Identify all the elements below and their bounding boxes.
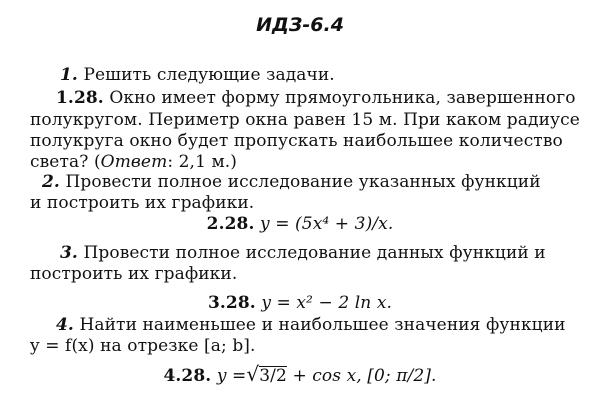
task2-number: 2. <box>42 172 60 192</box>
task2-line-2: и построить их графики. <box>30 193 255 213</box>
task3-formula: y = x² − 2 ln x. <box>261 293 393 313</box>
task1-text-1: Окно имеет форму прямоугольника, завершенного <box>109 88 576 108</box>
task4-formula-suffix: + cos x, [0; π/2]. <box>292 366 437 386</box>
problem-2-28-number: 2.28. <box>206 214 255 234</box>
task3-number: 3. <box>60 243 78 263</box>
task1-line-3: полукруга окно будет пропускать наибольшее количество <box>30 131 563 151</box>
task3-text-1: Провести полное исследование данных функций и <box>83 243 546 263</box>
task2-formula-line <box>0 214 600 234</box>
task1-text-4: света? <box>30 152 89 172</box>
task4-text-1: Найти наименьшее и наибольшее значения функции <box>79 315 566 335</box>
task1-number: 1. <box>60 65 78 85</box>
task3-line-2: построить их графики. <box>30 264 238 284</box>
task4-formula-line <box>0 362 600 386</box>
page-title: ИДЗ-6.4 <box>256 14 344 36</box>
answer-label: Ответ <box>100 152 168 172</box>
task1-heading-text: Решить следующие задачи. <box>83 65 335 85</box>
sqrt-symbol: √ <box>246 362 260 386</box>
problem-4-28-number: 4.28. <box>163 366 212 386</box>
task4-line-2: y = f(x) на отрезке [a; b]. <box>30 336 256 356</box>
task2-line-1 <box>42 172 541 192</box>
task2-text-1: Провести полное исследование указанных функций <box>65 172 541 192</box>
sqrt-radicand: 3/2 <box>259 366 287 386</box>
problem-1-28-number: 1.28. <box>56 88 104 108</box>
task1-line-1 <box>56 88 576 108</box>
task4-formula-prefix: y = <box>216 366 247 386</box>
task2-formula: y = (5x⁴ + 3)/x. <box>260 214 394 234</box>
task4-line-1 <box>56 315 566 335</box>
task1-answer: (Ответ: 2,1 м.) <box>93 152 238 172</box>
answer-value: : 2,1 м.) <box>167 152 238 172</box>
task4-number: 4. <box>56 315 74 335</box>
task3-formula-line <box>0 293 600 313</box>
problem-3-28-number: 3.28. <box>207 293 256 313</box>
task1-line-2: полукругом. Периметр окна равен 15 м. При каком радиусе <box>30 110 580 130</box>
task1-heading <box>60 65 335 85</box>
task1-line-4 <box>30 152 237 172</box>
task3-line-1 <box>60 243 546 263</box>
